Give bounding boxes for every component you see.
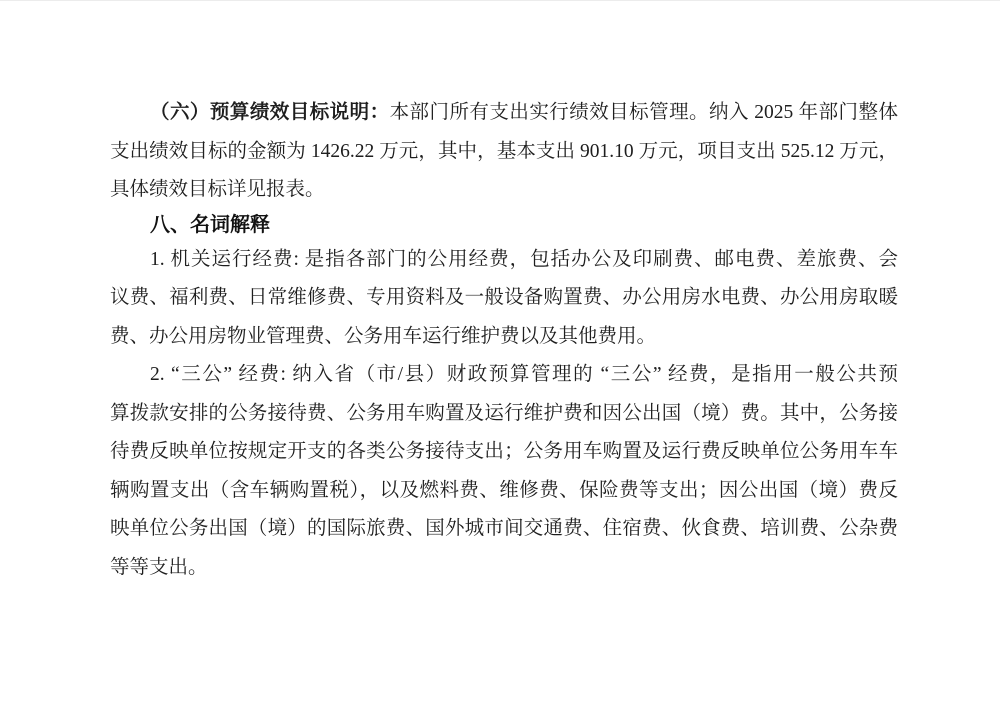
document-body [110,94,898,587]
paragraph-line: 支出绩效目标的金额为 1426.22 万元，其中，基本支出 901.10 万元，项目支出 525.12 万元， [110,140,898,162]
paragraph-line: 费、办公用房物业管理费、公务用车运行维护费以及其他费用。 [110,325,657,347]
paragraph-line: 待费反映单位按规定开支的各类公务接待支出；公务用车购置及运行费反映单位公务用车车 [110,441,898,462]
paragraph-lead-bold: （六）预算绩效目标说明： [150,102,390,123]
paragraph-line: 具体绩效目标详见报表。 [110,179,325,200]
paragraph-line: 映单位公务出国（境）的国际旅费、国外城市间交通费、住宿费、伙食费、培训费、公杂费 [110,518,898,539]
paragraph-line: 议费、福利费、日常维修费、专用资料及一般设备购置费、办公用房水电费、办公用房取暖 [110,287,898,308]
paragraph-line [110,94,898,133]
budget-performance-note-paragraph [110,94,898,210]
glossary-section-heading: 八、名词解释 [150,213,270,236]
paragraph-line: 等等支出。 [110,556,208,578]
paragraph-line: 1. 机关运行经费: 是指各部门的公用经费，包括办公及印刷费、邮电费、差旅费、会 [150,248,898,270]
paragraph-line-text: 本部门所有支出实行绩效目标管理。纳入 2025 年部门整体 [389,102,898,123]
term-three-public-expense-paragraph [110,356,898,587]
paragraph-line: 算拨款安排的公务接待费、公务用车购置及运行维护费和因公出国（境）费。其中，公务接 [110,402,898,424]
paragraph-line: 辆购置支出（含车辆购置税），以及燃料费、维修费、保险费等支出；因公出国（境）费反 [110,479,898,501]
paragraph-line: 2. “三公” 经费: 纳入省（市/县）财政预算管理的 “三公” 经费，是指用一般公共预 [150,364,898,385]
term-agency-operating-expense-paragraph [110,241,898,357]
